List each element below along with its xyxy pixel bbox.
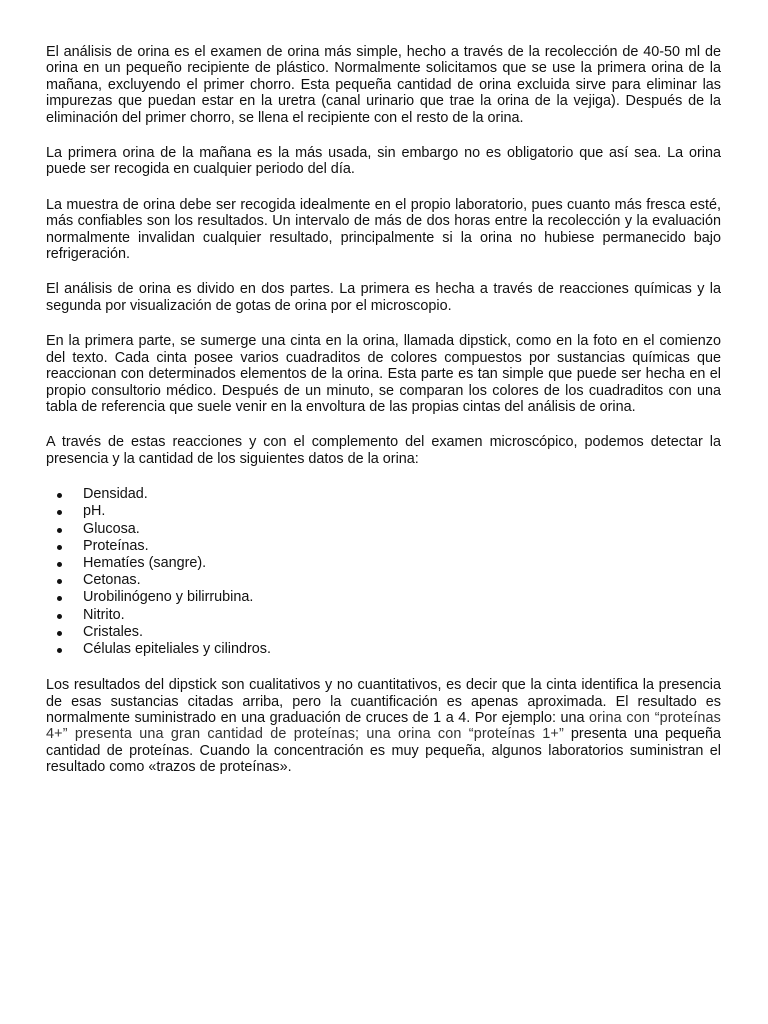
paragraph-two-parts: El análisis de orina es divido en dos partes. La primera es hecha a través de reacciones químicas y la segunda por visualización de gotas de orina por el microscopio. [46, 281, 721, 314]
list-item: pH. [46, 503, 721, 520]
paragraph-sample-collection: La muestra de orina debe ser recogida idealmente en el propio laboratorio, pues cuanto más fresca esté, más confiables son los resultados. Un intervalo de más de dos horas entre la recolección y la evaluación normalmente invalidan cualquier resultado, principalmente si la orina no hubiese permanecido bajo refrigeración. [46, 196, 721, 263]
list-item: Proteínas. [46, 538, 721, 555]
results-text-part2: orina con “proteínas 4+” presenta una gran cantidad de proteínas; una orina con “proteínas 1+” [46, 709, 721, 743]
document-page [46, 44, 721, 795]
paragraph-first-urine: La primera orina de la mañana es la más usada, sin embargo no es obligatorio que así sea. La orina puede ser recogida en cualquier periodo del día. [46, 145, 721, 178]
list-item: Densidad. [46, 486, 721, 503]
paragraph-detection: A través de estas reacciones y con el complemento del examen microscópico, podemos detectar la presencia y la cantidad de los siguientes datos de la orina: [46, 434, 721, 467]
list-item: Hematíes (sangre). [46, 555, 721, 572]
paragraph-dipstick: En la primera parte, se sumerge una cinta en la orina, llamada dipstick, como en la foto en el comienzo del texto. Cada cinta posee varios cuadraditos de colores compuestos por sustancias químicas que reaccionan con determinados elementos de la orina. Esta parte es tan simple que puede ser hecha en el propio consultorio médico. Después de un minuto, se comparan los colores de los cuadraditos con una tabla de referencia que suele venir en la envoltura de las propias cintas del análisis de orina. [46, 333, 721, 415]
paragraph-intro: El análisis de orina es el examen de orina más simple, hecho a través de la recolección de 40-50 ml de orina en un pequeño recipiente de plástico. Normalmente solicitamos que se use la primera orina de la mañana, excluyendo el primer chorro. Esta pequeña cantidad de orina excluida sirve para eliminar las impurezas que puedan estar en la uretra (canal urinario que trae la orina de la vejiga). Después de la eliminación del primer chorro, se llena el recipiente con el resto de la orina. [46, 44, 721, 126]
bullet-icon [57, 545, 62, 550]
results-text-part1: Los resultados del dipstick son cualitativos y no cuantitativos, es decir que la cinta identifica la presencia de esas sustancias citadas arriba, pero la cuantificación es apenas aproximada. El resultado es normalmente suministrado en una graduación de cruces de 1 a 4. Por ejemplo: una [46, 677, 721, 726]
bullet-icon [57, 562, 62, 567]
bullet-icon [57, 596, 62, 601]
bullet-icon [57, 648, 62, 653]
bullet-icon [57, 493, 62, 498]
results-text-part3: presenta una pequeña cantidad de proteínas. Cuando la concentración es muy pequeña, algunos laboratorios suministran el resultado como «trazos de proteínas». [46, 726, 722, 776]
list-item: Cetonas. [46, 572, 721, 589]
list-item: Urobilinógeno y bilirrubina. [46, 589, 721, 606]
bullet-icon [57, 579, 62, 584]
bullet-icon [57, 614, 62, 619]
list-item: Cristales. [46, 624, 721, 641]
bullet-icon [57, 528, 62, 533]
list-item: Nitrito. [46, 607, 721, 624]
bullet-icon [57, 510, 62, 515]
bullet-icon [57, 631, 62, 636]
list-item: Glucosa. [46, 521, 721, 538]
paragraph-results [46, 677, 721, 775]
list-item: Células epiteliales y cilindros. [46, 641, 721, 658]
urine-parameters-list [46, 486, 721, 658]
